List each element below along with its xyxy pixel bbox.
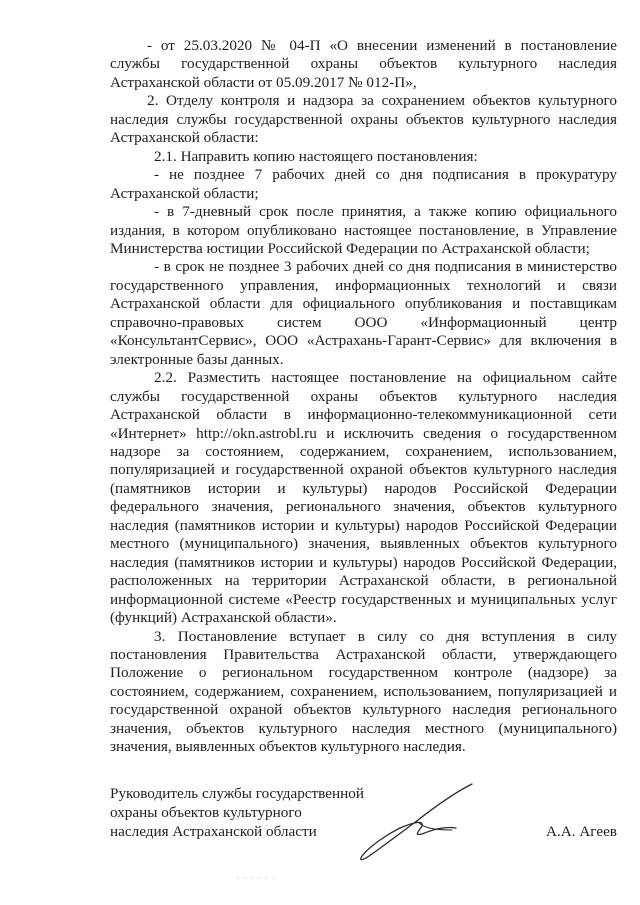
paragraph-2-1: 2.1. Направить копию настоящего постановления:: [154, 147, 478, 165]
paragraph-2-1-item-ministry-justice: - в 7-дневный срок после принятия, а также копию официального издания, в котором опубликовано настоящее постановление, в Управление Министерства юстиции Российской Федерации по Астраханской области;: [110, 203, 617, 257]
position-line-3: наследия Астраханской области: [110, 823, 317, 840]
signatory-name: А.А. Агеев: [546, 823, 617, 840]
document-body: [110, 37, 617, 757]
paragraph-2: 2. Отделу контроля и надзора за сохранением объектов культурного наследия службы государственной охраны объектов культурного наследия Астраханской области:: [110, 92, 617, 147]
position-line-2: охраны объектов культурного: [110, 804, 302, 821]
paragraph-2-1-item-ministry-it: - в срок не позднее 3 рабочих дней со дня подписания в министерство государственного управления, информационных технологий и связи Астраханской области для официального опубликования и поставщикам справочно-правовых систем ООО «Информационный центр «КонсультантСервис», ООО «Астрахань-Гарант-Сервис» для включения в электронные базы данных.: [110, 258, 617, 368]
position-line-1: Руководитель службы государственной: [110, 785, 364, 802]
paragraph-3: 3. Постановление вступает в силу со дня вступления в силу постановления Правительства Астраханской области, утверждающего Положение о региональном государственном контроле (надзоре) за состоянием, содержанием, сохранением, использованием, популяризацией и государственной охраной объектов культурного наследия регионального значения, объектов культурного наследия местного (муниципального) значения, выявленных объектов культурного наследия.: [110, 627, 617, 756]
paragraph-amendment-item: - от 25.03.2020 № 04-П «О внесении изменений в постановление службы государственной охраны объектов культурного наследия Астраханской области от 05.09.2017 № 012-П»,: [110, 37, 617, 91]
footer-mark: · · · · · ·: [236, 873, 277, 883]
handwritten-signature: [352, 770, 482, 870]
paragraph-2-1-item-prosecutor: - не позднее 7 рабочих дней со дня подписания в прокуратуру Астраханской области;: [110, 166, 617, 202]
paragraph-2-2: 2.2. Разместить настоящее постановление на официальном сайте службы государственной охраны объектов культурного наследия Астраханской области в информационно-телекоммуникационной сети «Интернет» http://okn.astrobl.ru и исключить сведения о государственном надзоре за состоянием, содержанием, сохранением, использованием, популяризацией и государственной охраной объектов культурного наследия (памятников истории и культуры) народов Российской Федерации федерального значения, регионального значения, объектов культурного наследия (памятников истории и культуры) народов Российской Федерации местного (муниципального) значения, выявленных объектов культурного наследия (памятников истории и культуры) народов Российской Федерации, расположенных на территории Астраханской области, в региональной информационной системе «Реестр государственных и муниципальных услуг (функций) Астраханской области».: [110, 369, 617, 627]
